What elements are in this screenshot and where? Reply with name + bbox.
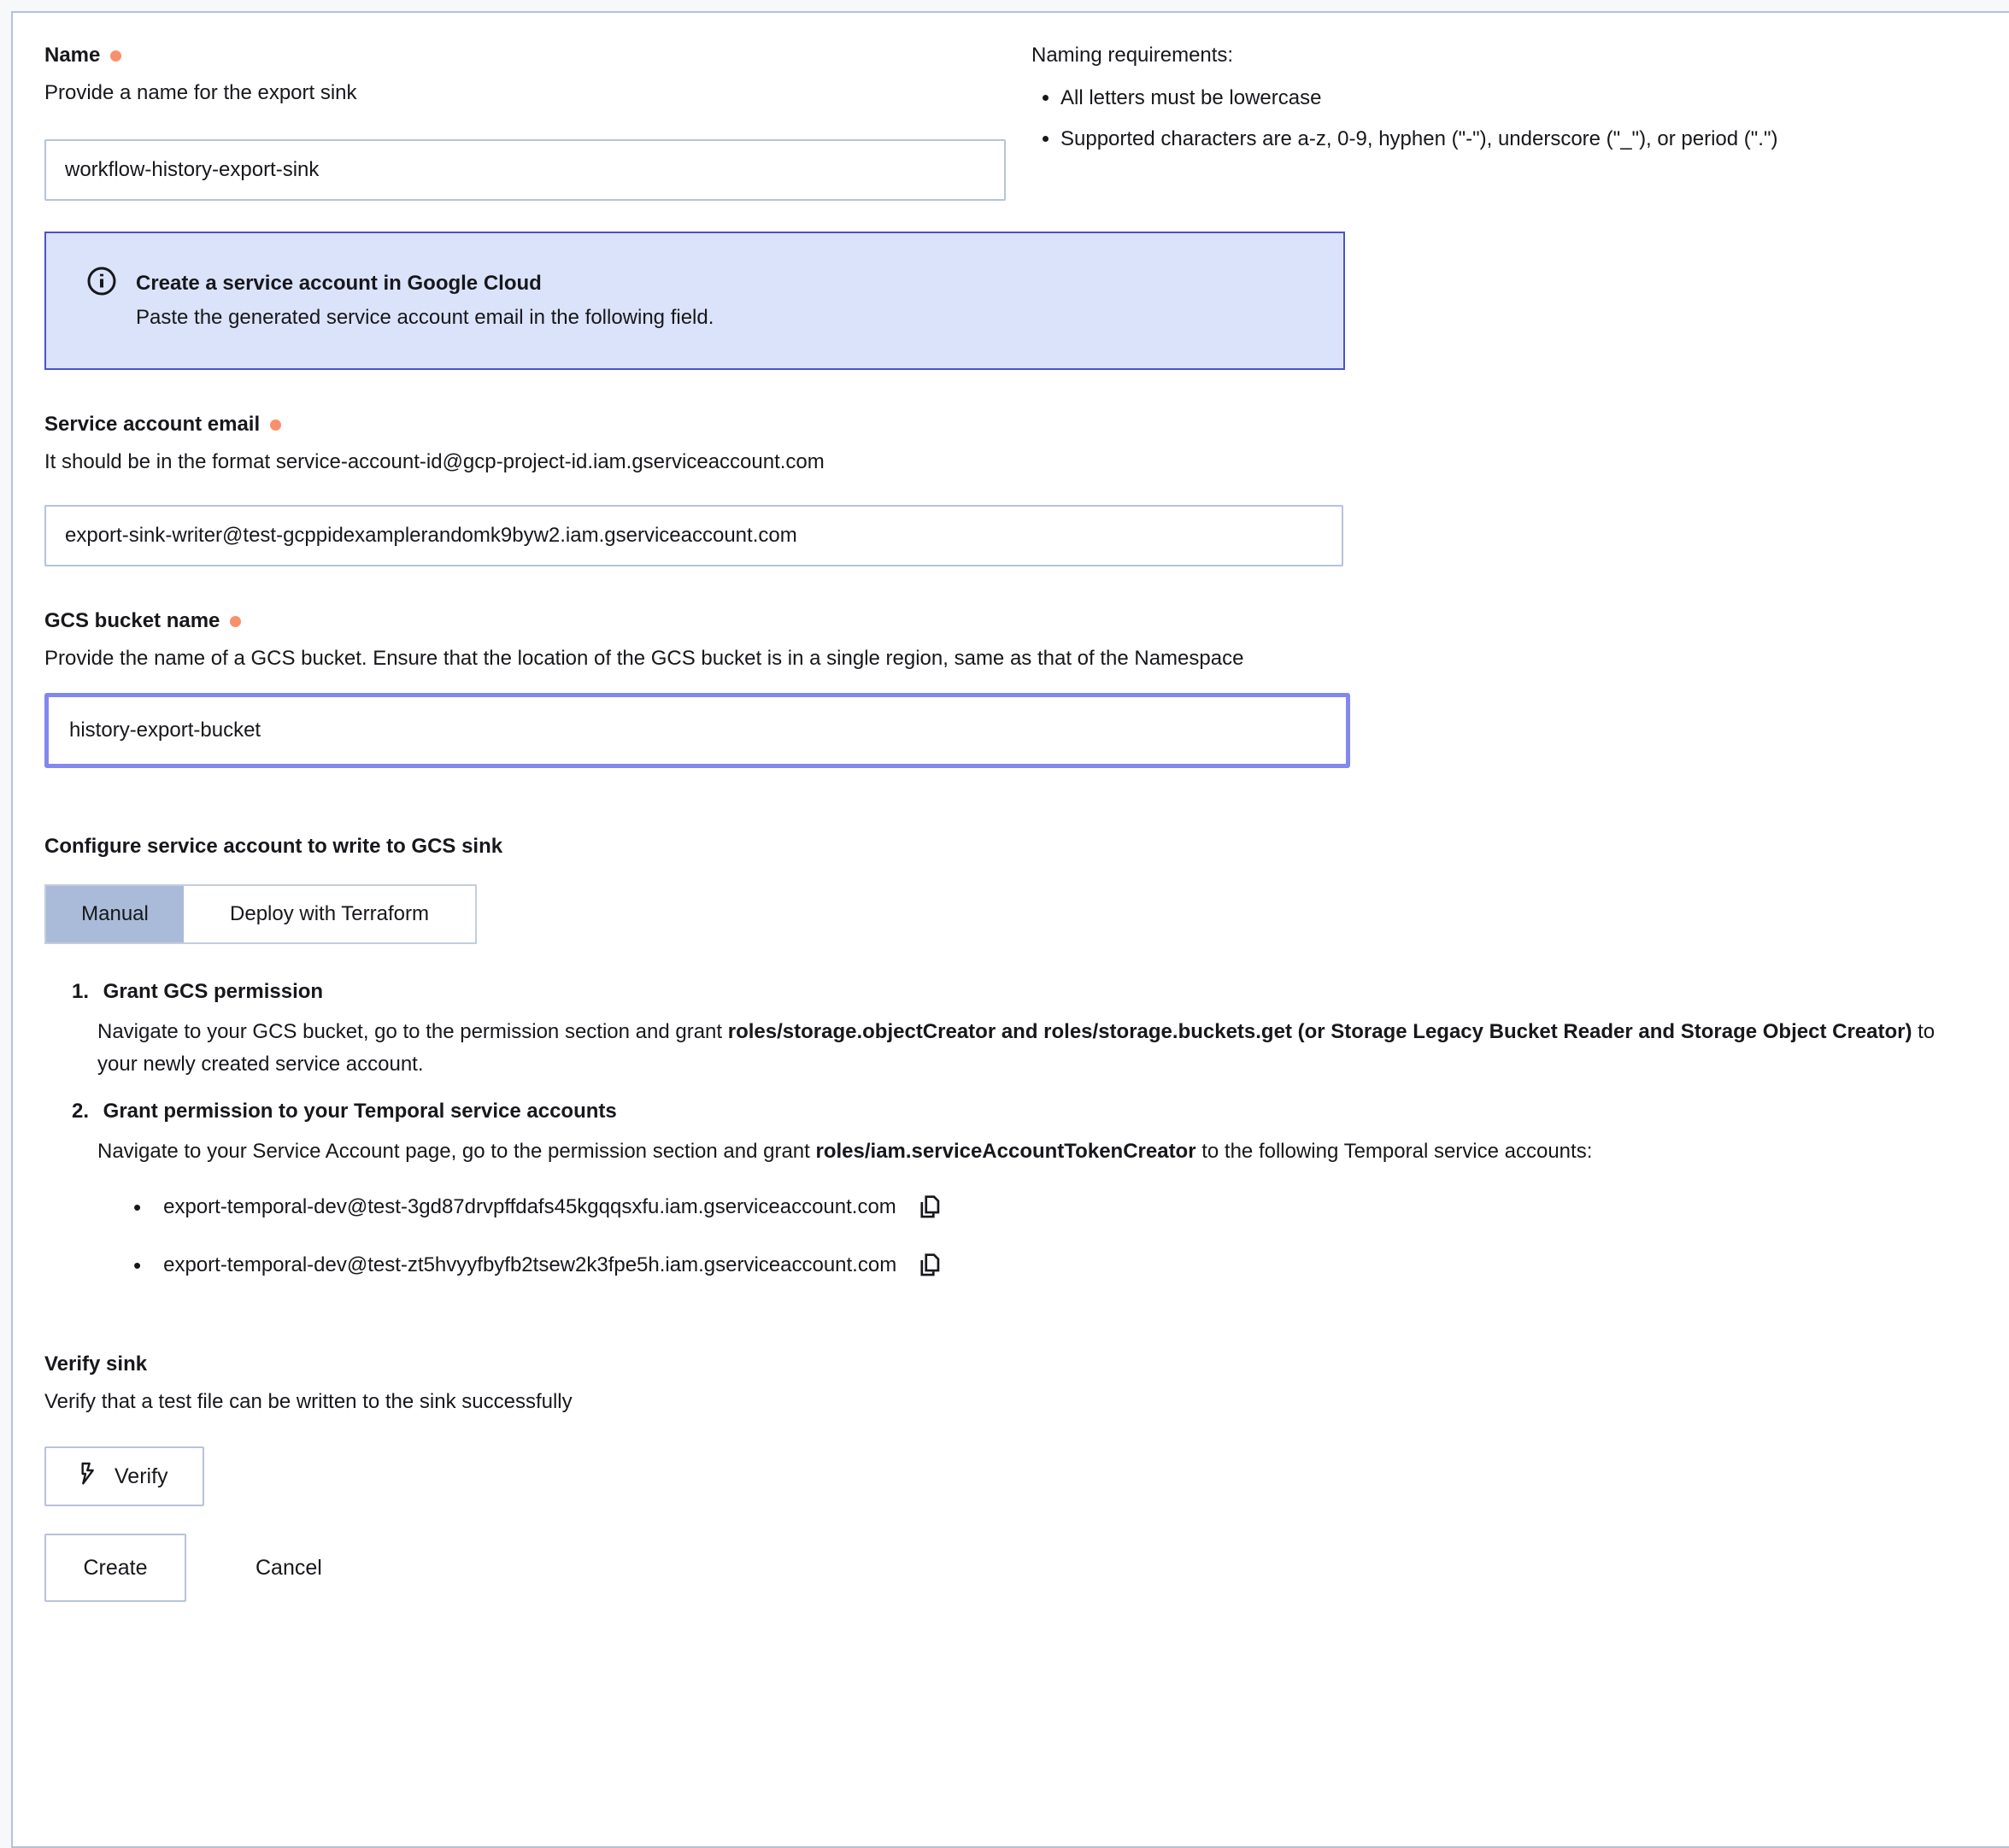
step-grant-gcs-permission xyxy=(72,977,2009,1081)
step-body-prefix: Navigate to your Service Account page, go to the permission section and grant xyxy=(97,1140,816,1163)
configure-tabs xyxy=(44,884,477,944)
service-account-item xyxy=(133,1248,2009,1282)
step-body xyxy=(97,1135,1973,1168)
copy-icon xyxy=(915,1192,944,1223)
service-account-label-text: Service account email xyxy=(44,413,261,436)
name-row xyxy=(44,40,2009,201)
service-account-label xyxy=(44,409,2009,440)
verify-button-label: Verify xyxy=(115,1464,168,1488)
lightning-bolt-icon xyxy=(73,1460,115,1493)
step-grant-temporal-permission xyxy=(72,1096,2009,1282)
verify-sink-description: Verify that a test file can be written to the sink successfully xyxy=(44,1390,573,1413)
naming-requirements-list xyxy=(1031,83,1777,155)
step-body xyxy=(97,1016,1973,1081)
step-body-roles: roles/storage.objectCreator and roles/storage.buckets.get (or Storage Legacy Bucket Reader and Storage Object Creator) xyxy=(727,1020,1912,1043)
create-button[interactable]: Create xyxy=(44,1534,186,1602)
required-dot xyxy=(230,616,241,627)
required-dot xyxy=(270,419,281,431)
bucket-description: Provide the name of a GCS bucket. Ensure that the location of the GCS bucket is in a single region, same as that of the Namespace xyxy=(44,647,1244,670)
verify-button[interactable] xyxy=(44,1446,204,1506)
cancel-button[interactable]: Cancel xyxy=(250,1534,327,1602)
step-body-roles: roles/iam.serviceAccountTokenCreator xyxy=(815,1140,1196,1163)
info-circle-icon xyxy=(85,264,119,304)
required-dot xyxy=(110,50,121,62)
step-body-suffix: to the following Temporal service accounts: xyxy=(1195,1140,1593,1163)
export-sink-form-panel xyxy=(11,11,2009,1848)
name-field-group xyxy=(44,40,1009,201)
info-banner-text xyxy=(136,267,714,335)
copy-button[interactable] xyxy=(915,1250,944,1282)
name-input[interactable] xyxy=(44,139,1006,201)
bucket-label-text: GCS bucket name xyxy=(44,609,220,632)
tab-manual[interactable]: Manual xyxy=(46,886,184,942)
gcs-bucket-name-input[interactable] xyxy=(44,693,1350,768)
step-title-text: Grant permission to your Temporal service accounts xyxy=(103,1100,617,1123)
bucket-label xyxy=(44,606,2009,637)
naming-requirements xyxy=(1031,40,1777,155)
naming-requirement-item: • Supported characters are a-z, 0-9, hyphen ("-"), underscore ("_"), or period (".") xyxy=(1060,124,1777,155)
service-account-item xyxy=(133,1190,2009,1224)
naming-requirement-item: • All letters must be lowercase xyxy=(1060,83,1777,114)
service-account-description: It should be in the format service-account-id@gcp-project-id.iam.gserviceaccount.com xyxy=(44,450,825,473)
step-body-prefix: Navigate to your GCS bucket, go to the permission section and grant xyxy=(97,1020,728,1043)
step-number: 1. xyxy=(72,980,90,1003)
naming-requirements-title: Naming requirements: xyxy=(1031,44,1234,67)
service-account-email: • export-temporal-dev@test-3gd87drvpffdafs45kgqqsxfu.iam.gserviceaccount.com xyxy=(163,1195,896,1218)
step-title-text: Grant GCS permission xyxy=(103,980,324,1003)
info-banner xyxy=(44,232,1345,370)
configure-section-title: Configure service account to write to GCS sink xyxy=(44,835,503,858)
tab-deploy-with-terraform[interactable]: Deploy with Terraform xyxy=(184,886,475,942)
step-number: 2. xyxy=(72,1100,90,1123)
verify-sink-title: Verify sink xyxy=(44,1352,148,1376)
copy-button[interactable] xyxy=(915,1192,944,1223)
copy-icon xyxy=(915,1250,944,1282)
form-actions xyxy=(44,1534,2009,1602)
name-description: Provide a name for the export sink xyxy=(44,81,357,104)
manual-steps xyxy=(44,977,2009,1282)
name-label xyxy=(44,40,1009,71)
temporal-service-account-list xyxy=(72,1190,2009,1282)
info-banner-title: Create a service account in Google Cloud xyxy=(136,272,542,295)
step-title xyxy=(72,1096,2009,1127)
service-account-email: • export-temporal-dev@test-zt5hvyyfbyfb2tsew2k3fpe5h.iam.gserviceaccount.com xyxy=(163,1253,897,1276)
name-label-text: Name xyxy=(44,44,101,67)
step-body-suffix: to your newly created service account. xyxy=(97,1020,1936,1076)
info-banner-body: Paste the generated service account email in the following field. xyxy=(136,306,714,329)
service-account-email-input[interactable] xyxy=(44,505,1343,566)
step-title xyxy=(72,977,2009,1007)
